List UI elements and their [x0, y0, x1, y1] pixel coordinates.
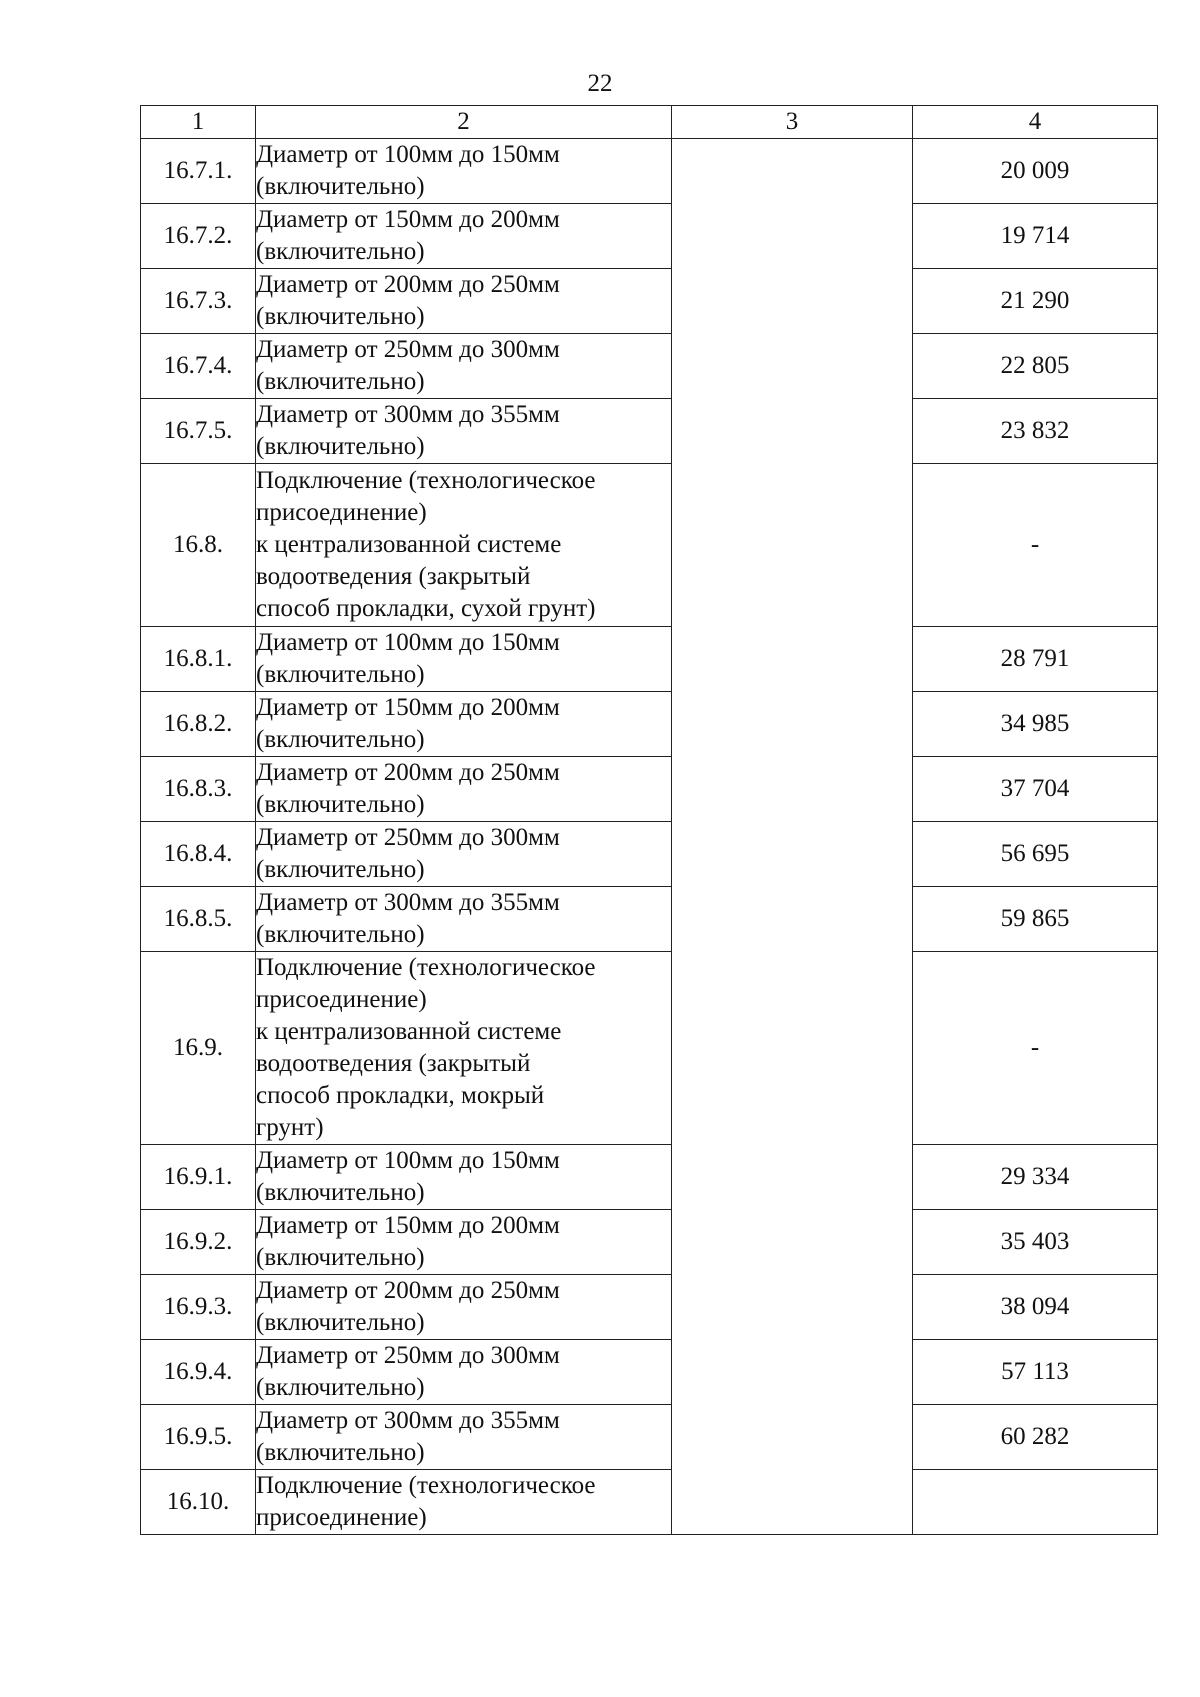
description-line: Подключение (технологическое	[256, 1472, 596, 1499]
table-row	[141, 1210, 1158, 1275]
description-line: Диаметр от 250мм до 300мм	[256, 824, 560, 851]
header-col-1: 1	[141, 106, 256, 139]
row-value-cell: 19 714	[913, 204, 1158, 269]
row-number-cell: 16.7.4.	[141, 334, 256, 399]
row-number-cell: 16.9.	[141, 952, 256, 1145]
row-description-cell	[256, 1210, 672, 1275]
description-line: водоотведения (закрытый	[256, 1050, 531, 1077]
description-line: Диаметр от 150мм до 200мм	[256, 206, 560, 233]
table-row	[141, 1145, 1158, 1210]
tariff-table	[140, 105, 1158, 1535]
row-number-cell: 16.9.4.	[141, 1340, 256, 1405]
row-description-cell	[256, 464, 672, 627]
description-line: Диаметр от 150мм до 200мм	[256, 694, 560, 721]
description-line: Диаметр от 100мм до 150мм	[256, 629, 560, 656]
row-value-cell: 60 282	[913, 1405, 1158, 1470]
description-line: Диаметр от 300мм до 355мм	[256, 401, 560, 428]
description-line: к централизованной системе	[256, 531, 562, 558]
header-col-3: 3	[672, 106, 913, 139]
description-line: Диаметр от 250мм до 300мм	[256, 336, 560, 363]
row-value-cell: 34 985	[913, 692, 1158, 757]
header-col-4: 4	[913, 106, 1158, 139]
row-value-cell: 23 832	[913, 399, 1158, 464]
description-line: (включительно)	[256, 433, 425, 460]
description-line: Диаметр от 250мм до 300мм	[256, 1342, 560, 1369]
table-row	[141, 1275, 1158, 1340]
description-line: способ прокладки, сухой грунт)	[256, 595, 596, 622]
table-row	[141, 757, 1158, 822]
row-description-cell	[256, 887, 672, 952]
row-value-cell: 28 791	[913, 627, 1158, 692]
description-line: (включительно)	[256, 726, 425, 753]
description-line: (включительно)	[256, 1244, 425, 1271]
table-row	[141, 822, 1158, 887]
description-line: (включительно)	[256, 661, 425, 688]
row-value-cell: 35 403	[913, 1210, 1158, 1275]
row-number-cell: 16.10.	[141, 1470, 256, 1535]
row-description-cell	[256, 952, 672, 1145]
description-line: присоединение)	[256, 986, 427, 1013]
row-description-cell	[256, 399, 672, 464]
row-number-cell: 16.8.1.	[141, 627, 256, 692]
table-row	[141, 464, 1158, 627]
row-description-cell	[256, 692, 672, 757]
table-row	[141, 627, 1158, 692]
row-description-cell	[256, 1470, 672, 1535]
row-number-cell: 16.7.3.	[141, 269, 256, 334]
row-number-cell: 16.8.2.	[141, 692, 256, 757]
description-line: Диаметр от 200мм до 250мм	[256, 759, 560, 786]
description-line: Диаметр от 100мм до 150мм	[256, 1147, 560, 1174]
row-value-cell: 59 865	[913, 887, 1158, 952]
row-description-cell	[256, 139, 672, 204]
row-description-cell	[256, 269, 672, 334]
description-line: (включительно)	[256, 1439, 425, 1466]
description-line: Диаметр от 300мм до 355мм	[256, 1407, 560, 1434]
row-description-cell	[256, 757, 672, 822]
description-line: (включительно)	[256, 1374, 425, 1401]
row-value-cell: 37 704	[913, 757, 1158, 822]
description-line: (включительно)	[256, 856, 425, 883]
row-number-cell: 16.9.1.	[141, 1145, 256, 1210]
row-number-cell: 16.8.3.	[141, 757, 256, 822]
description-line: (включительно)	[256, 238, 425, 265]
row-number-cell: 16.8.	[141, 464, 256, 627]
row-value-cell: 22 805	[913, 334, 1158, 399]
row-number-cell: 16.7.2.	[141, 204, 256, 269]
row-description-cell	[256, 1275, 672, 1340]
row-description-cell	[256, 1405, 672, 1470]
table-row	[141, 887, 1158, 952]
row-value-cell: 29 334	[913, 1145, 1158, 1210]
description-line: (включительно)	[256, 368, 425, 395]
row-value-cell: -	[913, 952, 1158, 1145]
description-line: способ прокладки, мокрый	[256, 1082, 545, 1109]
table-row	[141, 1340, 1158, 1405]
row-description-cell	[256, 822, 672, 887]
description-line: (включительно)	[256, 173, 425, 200]
row-description-cell	[256, 1145, 672, 1210]
table-row	[141, 334, 1158, 399]
description-line: (включительно)	[256, 1309, 425, 1336]
row-number-cell: 16.9.3.	[141, 1275, 256, 1340]
row-number-cell: 16.7.1.	[141, 139, 256, 204]
table-row	[141, 692, 1158, 757]
row-value-cell: 57 113	[913, 1340, 1158, 1405]
row-description-cell	[256, 1340, 672, 1405]
description-line: (включительно)	[256, 791, 425, 818]
row-description-cell	[256, 204, 672, 269]
table-row	[141, 399, 1158, 464]
row-value-cell: 38 094	[913, 1275, 1158, 1340]
table-row	[141, 269, 1158, 334]
row-description-cell	[256, 334, 672, 399]
description-line: Подключение (технологическое	[256, 467, 596, 494]
description-line: присоединение)	[256, 1504, 427, 1531]
row-value-cell: -	[913, 464, 1158, 627]
row-value-cell: 20 009	[913, 139, 1158, 204]
description-line: (включительно)	[256, 921, 425, 948]
description-line: Диаметр от 150мм до 200мм	[256, 1212, 560, 1239]
row-value-cell: 21 290	[913, 269, 1158, 334]
row-number-cell: 16.9.5.	[141, 1405, 256, 1470]
description-line: Диаметр от 200мм до 250мм	[256, 271, 560, 298]
page-number: 22	[587, 70, 613, 97]
table-header-row	[141, 106, 1158, 139]
row-number-cell: 16.8.5.	[141, 887, 256, 952]
table-row	[141, 139, 1158, 204]
description-line: водоотведения (закрытый	[256, 563, 531, 590]
description-line: Диаметр от 100мм до 150мм	[256, 141, 560, 168]
row-number-cell: 16.9.2.	[141, 1210, 256, 1275]
description-line: (включительно)	[256, 1179, 425, 1206]
row-value-cell: 56 695	[913, 822, 1158, 887]
header-col-2: 2	[256, 106, 672, 139]
row-description-cell	[256, 627, 672, 692]
row-value-cell	[913, 1470, 1158, 1535]
description-line: к централизованной системе	[256, 1018, 562, 1045]
table-row	[141, 1405, 1158, 1470]
table-row	[141, 952, 1158, 1145]
description-line: (включительно)	[256, 303, 425, 330]
column-3-merged-cell	[672, 139, 913, 1535]
description-line: Диаметр от 300мм до 355мм	[256, 889, 560, 916]
description-line: грунт)	[256, 1114, 324, 1141]
table-row	[141, 204, 1158, 269]
description-line: Диаметр от 200мм до 250мм	[256, 1277, 560, 1304]
row-number-cell: 16.8.4.	[141, 822, 256, 887]
table-row	[141, 1470, 1158, 1535]
description-line: присоединение)	[256, 499, 427, 526]
description-line: Подключение (технологическое	[256, 954, 596, 981]
row-number-cell: 16.7.5.	[141, 399, 256, 464]
